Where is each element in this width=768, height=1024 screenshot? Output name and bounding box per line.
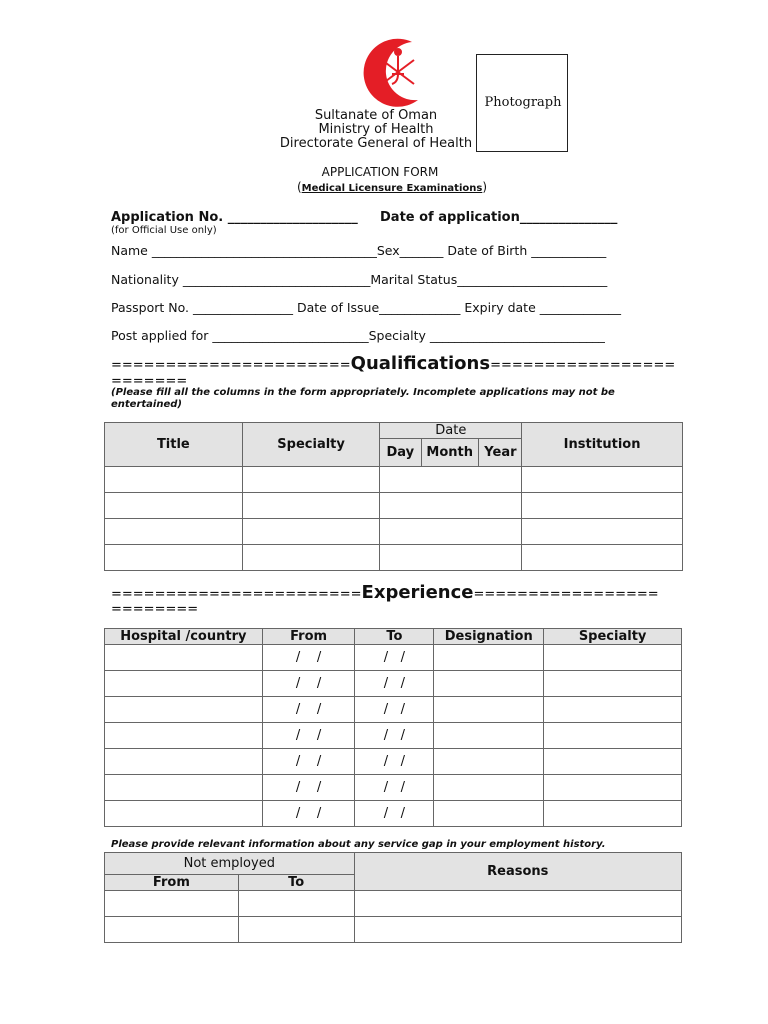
cell[interactable]	[544, 801, 682, 827]
cell[interactable]: / /	[262, 645, 355, 671]
table-row	[105, 723, 682, 749]
col-year: Year	[479, 439, 522, 467]
table-row	[105, 891, 682, 917]
table-row	[105, 801, 682, 827]
cell[interactable]	[380, 493, 522, 519]
official-use-note: (for Official Use only)	[111, 225, 217, 236]
cell[interactable]: / /	[355, 697, 434, 723]
cell[interactable]: / /	[355, 775, 434, 801]
col-from: From	[262, 629, 355, 645]
cell[interactable]	[522, 467, 683, 493]
table-row	[105, 493, 683, 519]
service-gap-table	[104, 852, 682, 943]
col-specialty: Specialty	[544, 629, 682, 645]
rule-right: =================	[473, 587, 659, 602]
qualifications-heading: Qualifications	[350, 353, 491, 374]
cell[interactable]	[105, 801, 263, 827]
col-hospital: Hospital /country	[105, 629, 263, 645]
cell[interactable]	[522, 545, 683, 571]
paren-close: )	[482, 180, 488, 194]
table-row	[105, 645, 682, 671]
table-row	[105, 545, 683, 571]
cell[interactable]	[434, 775, 544, 801]
cell[interactable]	[544, 749, 682, 775]
cell[interactable]: / /	[262, 801, 355, 827]
cell[interactable]	[105, 493, 243, 519]
col-institution: Institution	[522, 423, 683, 467]
directorate-name: Directorate General of Health	[279, 136, 473, 151]
col-day: Day	[380, 439, 422, 467]
cell[interactable]	[434, 723, 544, 749]
passport-issue-expiry-row[interactable]: Passport No. ________________ Date of Issue_____________ Expiry date _____________	[111, 300, 621, 315]
cell[interactable]: / /	[355, 749, 434, 775]
photograph-label: Photograph	[484, 95, 562, 110]
cell[interactable]	[105, 467, 243, 493]
oman-emblem-icon	[356, 34, 432, 110]
cell[interactable]: / /	[262, 749, 355, 775]
col-date: Date	[380, 423, 522, 439]
cell[interactable]	[380, 545, 522, 571]
table-row	[105, 467, 683, 493]
table-row	[105, 519, 683, 545]
col-reasons: Reasons	[354, 853, 681, 891]
col-to: To	[238, 875, 354, 891]
qualifications-note: (Please fill all the columns in the form appropriately. Incomplete applications may not be entertained)	[111, 387, 615, 410]
col-month: Month	[422, 439, 479, 467]
cell[interactable]	[544, 645, 682, 671]
table-row	[105, 671, 682, 697]
nationality-marital-row[interactable]: Nationality ______________________________Marital Status________________________	[111, 272, 608, 287]
date-of-application-field[interactable]: Date of application_______________	[380, 210, 618, 225]
rule-wrap: =======	[111, 374, 188, 389]
form-subtitle-wrap	[250, 180, 534, 194]
form-title: APPLICATION FORM	[321, 165, 439, 179]
cell[interactable]	[105, 671, 263, 697]
rule-wrap: ========	[111, 602, 199, 617]
ministry-name: Ministry of Health	[318, 122, 434, 137]
cell[interactable]	[105, 723, 263, 749]
cell[interactable]	[434, 749, 544, 775]
table-row	[105, 749, 682, 775]
rule-left: =======================	[111, 587, 362, 602]
experience-heading: Experience	[361, 582, 474, 603]
cell[interactable]	[354, 917, 681, 943]
name-sex-dob-row[interactable]: Name ____________________________________Sex_______ Date of Birth ____________	[111, 243, 607, 258]
rule-right: =================	[490, 358, 676, 373]
cell[interactable]	[105, 917, 239, 943]
cell[interactable]: / /	[355, 645, 434, 671]
cell[interactable]	[544, 671, 682, 697]
qualifications-heading-row	[111, 353, 675, 374]
cell[interactable]	[380, 519, 522, 545]
col-not-employed: Not employed	[105, 853, 355, 875]
cell[interactable]	[105, 891, 239, 917]
cell[interactable]	[105, 775, 263, 801]
cell[interactable]	[242, 545, 380, 571]
cell[interactable]: / /	[355, 671, 434, 697]
cell[interactable]	[522, 493, 683, 519]
cell[interactable]	[105, 749, 263, 775]
cell[interactable]	[242, 467, 380, 493]
table-row	[105, 697, 682, 723]
cell[interactable]	[242, 493, 380, 519]
cell[interactable]	[238, 891, 354, 917]
post-specialty-row[interactable]: Post applied for _________________________Specialty ____________________________	[111, 328, 605, 343]
cell[interactable]	[544, 723, 682, 749]
cell[interactable]: / /	[262, 775, 355, 801]
cell[interactable]: / /	[262, 723, 355, 749]
cell[interactable]	[105, 697, 263, 723]
rule-left: ======================	[111, 358, 351, 373]
experience-table	[104, 628, 682, 827]
col-title: Title	[105, 423, 243, 467]
cell[interactable]	[544, 775, 682, 801]
table-row	[105, 917, 682, 943]
qualifications-table	[104, 422, 683, 571]
col-specialty: Specialty	[242, 423, 380, 467]
cell[interactable]	[105, 545, 243, 571]
cell[interactable]: / /	[355, 801, 434, 827]
cell[interactable]	[434, 801, 544, 827]
ministry-logo	[356, 34, 432, 110]
org-name: Sultanate of Oman	[314, 108, 438, 123]
cell[interactable]	[105, 645, 263, 671]
cell[interactable]: / /	[262, 671, 355, 697]
col-from: From	[105, 875, 239, 891]
cell[interactable]	[434, 645, 544, 671]
col-designation: Designation	[434, 629, 544, 645]
col-to: To	[355, 629, 434, 645]
paren-open: (	[296, 180, 302, 194]
cell[interactable]	[105, 519, 243, 545]
cell[interactable]	[238, 917, 354, 943]
service-gap-note: Please provide relevant information about any service gap in your employment history.	[111, 839, 606, 850]
cell[interactable]: / /	[355, 723, 434, 749]
form-subtitle: Medical Licensure Examinations	[301, 183, 483, 194]
cell[interactable]	[380, 467, 522, 493]
application-no-field[interactable]: Application No. ____________________	[111, 210, 358, 225]
experience-heading-row	[111, 582, 659, 603]
cell[interactable]: / /	[262, 697, 355, 723]
cell[interactable]	[544, 697, 682, 723]
cell[interactable]	[434, 671, 544, 697]
cell[interactable]	[354, 891, 681, 917]
cell[interactable]	[434, 697, 544, 723]
cell[interactable]	[522, 519, 683, 545]
table-row	[105, 775, 682, 801]
cell[interactable]	[242, 519, 380, 545]
